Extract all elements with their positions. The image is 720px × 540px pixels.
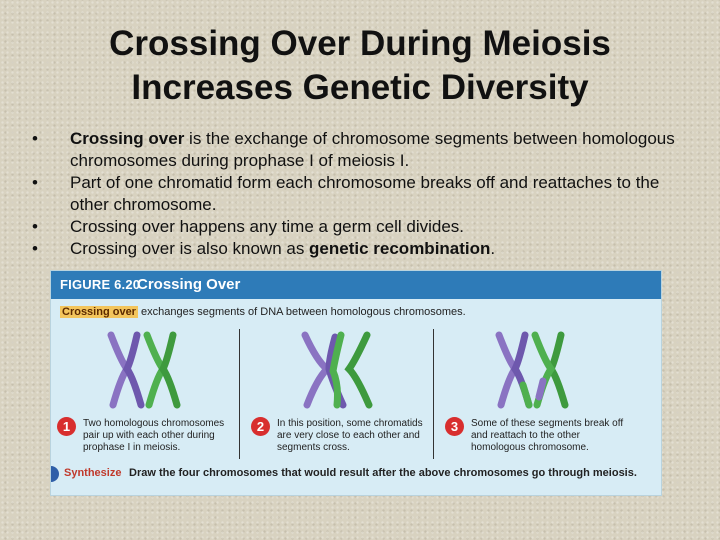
panel-divider <box>433 329 434 459</box>
subtitle-highlight: Crossing over <box>62 306 136 318</box>
bullet-bold: genetic recombination <box>309 239 491 258</box>
synthesize-label: Synthesize <box>64 467 122 479</box>
bullet-text: Crossing over is also known as <box>70 239 310 258</box>
bullet-item <box>30 216 690 238</box>
step-number: 2 <box>251 417 270 436</box>
slide-title <box>0 22 720 110</box>
subtitle-rest: exchanges segments of DNA between homologous chromosomes. <box>137 306 466 318</box>
panel-3 <box>439 331 655 461</box>
purple-chromosome <box>111 335 141 405</box>
step-number: 3 <box>445 417 464 436</box>
bullet-bold: Crossing over <box>70 129 185 148</box>
bullet-text: Part of one chromatid form each chromosome breaks off and reattaches to the other chromosome. <box>70 173 660 214</box>
step-caption: Some of these segments break off and reattach to the other homologous chromosome. <box>471 418 624 453</box>
step-caption: In this position, some chromatids are very close to each other and segments cross. <box>277 418 423 453</box>
figure-number: FIGURE 6.20 <box>60 277 141 292</box>
panel-2 <box>245 331 433 461</box>
figure-name: Crossing Over <box>137 276 241 293</box>
chromosome-pair-illustration-3 <box>439 331 627 411</box>
title-line-2: Increases Genetic Diversity <box>131 68 589 107</box>
title-line-1: Crossing Over During Meiosis <box>109 24 611 63</box>
green-chromosome <box>147 335 177 405</box>
chromosome-pair-illustration-2 <box>245 331 433 411</box>
synthesize-icon <box>50 466 59 482</box>
step-number: 1 <box>57 417 76 436</box>
step-caption: Two homologous chromosomes pair up with each other during prophase I in meiosis. <box>83 418 225 453</box>
panel-1 <box>51 331 239 461</box>
bullet-list <box>30 128 690 260</box>
textbook-figure <box>50 270 662 496</box>
bullet-item <box>30 172 690 216</box>
bullet-item <box>30 238 690 260</box>
synthesize-row <box>51 466 661 484</box>
figure-subtitle <box>60 306 466 318</box>
bullet-tail: . <box>490 239 496 258</box>
bullet-item <box>30 128 690 172</box>
figure-header <box>51 271 661 299</box>
synthesize-text: Draw the four chromosomes that would result after the above chromosomes go through meiosis. <box>129 467 637 479</box>
bullet-text: is the exchange of chromosome segments between homologous chromosomes during prophase I of meiosis I. <box>70 129 675 170</box>
panel-divider <box>239 329 240 459</box>
bullet-text: Crossing over happens any time a germ cell divides. <box>70 217 465 236</box>
chromosome-pair-illustration-1 <box>51 331 239 411</box>
